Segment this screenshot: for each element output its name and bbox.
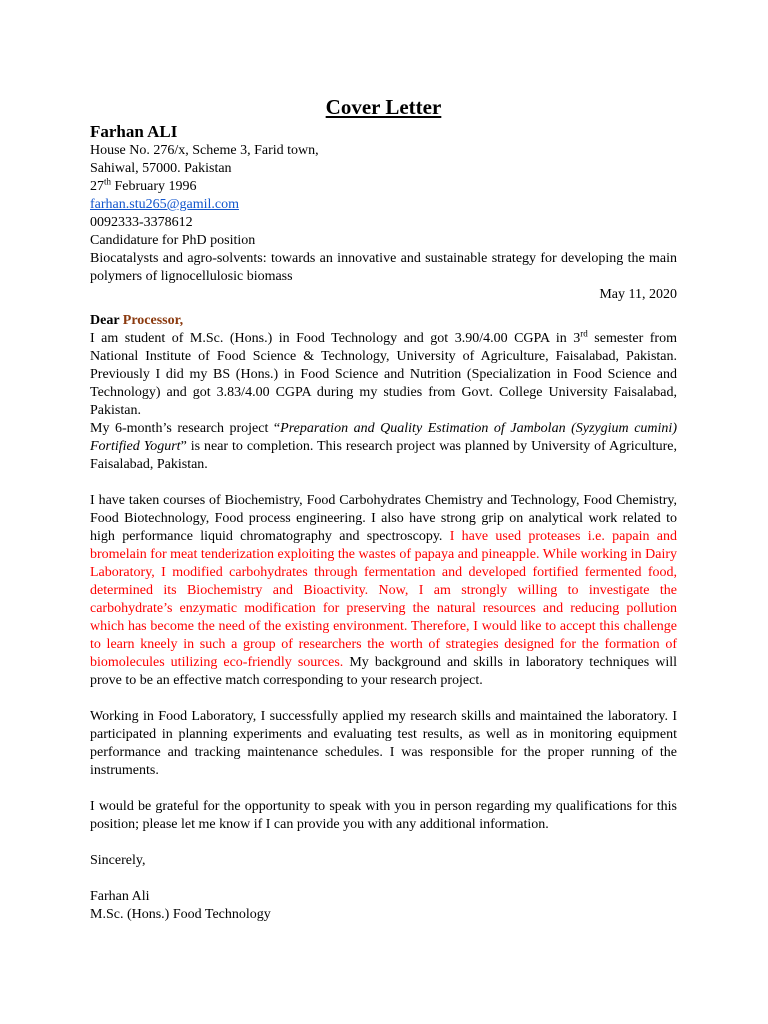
sender-name: Farhan ALI	[90, 122, 178, 141]
salutation-dear: Dear	[90, 313, 123, 328]
letter-date: May 11, 2020	[599, 287, 677, 302]
para1-part2: semester from National Institute of Food Science & Technology, University of Agriculture, Faisalabad, Pakistan. Previously I did my BS (Hons.) in Food Science and Nutrition (Specialization in Food Science and Technology) and got 3.83/4.00 CGPA during my studies from Govt. College University Faisalabad, Pakistan.	[90, 331, 677, 418]
para2-part2: ” is near to completion. This research project was planned by University of Agriculture, Faisalabad, Pakistan.	[90, 439, 678, 472]
para1-sup: rd	[580, 328, 588, 339]
para2-part1: My 6-month’s research project “	[90, 421, 281, 436]
signature-degree: M.Sc. (Hons.) Food Technology	[90, 907, 271, 922]
document-title: Cover Letter	[325, 95, 442, 119]
paragraph-laboratory: Working in Food Laboratory, I successfully applied my research skills and maintained the laboratory. I participated in planning experiments and evaluating test results, as well as in monitoring equipment performance and tracking maintenance schedules. I was responsible for the proper running of the instruments.	[90, 709, 677, 778]
salutation	[90, 312, 677, 330]
date-of-birth	[90, 178, 677, 196]
para3-black1: I have taken courses of Biochemistry, Food Carbohydrates Chemistry and Technology, Food Chemistry, Food Biotechnology, Food process engineering. I also have strong grip on analytical work related to high performance liquid chromatography and spectroscopy.	[90, 493, 677, 544]
address-line-1: House No. 276/x, Scheme 3, Farid town,	[90, 143, 319, 158]
phone-number: 0092333-3378612	[90, 215, 193, 230]
paragraph-closing-request: I would be grateful for the opportunity to speak with you in person regarding my qualifications for this position; please let me know if I can provide you with any additional information.	[90, 799, 677, 832]
project-name-italic: Preparation and Quality Estimation of Jambolan (Syzygium cumini) Fortified Yogurt	[90, 421, 677, 454]
closing-sincerely: Sincerely,	[90, 853, 146, 868]
paragraph-education	[90, 330, 677, 420]
email-link[interactable]: farhan.stu265@gamil.com	[90, 197, 239, 212]
para1-part1: I am student of M.Sc. (Hons.) in Food Technology and got 3.90/4.00 CGPA in 3	[90, 331, 581, 346]
candidature-line: Candidature for PhD position	[90, 233, 256, 248]
dob-day: 27	[90, 179, 104, 194]
signature-name: Farhan Ali	[90, 889, 150, 904]
paragraph-courses	[90, 492, 677, 690]
address-line-2: Sahiwal, 57000. Pakistan	[90, 161, 232, 176]
dob-suffix: th	[104, 176, 112, 187]
project-title: Biocatalysts and agro-solvents: towards an innovative and sustainable strategy for developing the main polymers of lignocellulosic biomass	[90, 251, 677, 284]
para3-red-highlight: I have used proteases i.e. papain and bromelain for meat tenderization exploiting the wastes of papaya and pineapple. While working in Dairy Laboratory, I modified carbohydrates through fermentation and developed fortified fermented food, determined its Biochemistry and Bioactivity. Now, I am strongly willing to investigate the carbohydrate’s enzymatic modification for preserving the natural resources and reducing pollution which has become the need of the existing environment. Therefore, I would like to accept this challenge to learn kneely in such a group of researchers the worth of strategies designed for the formation of biomolecules utilizing eco-friendly sources.	[90, 529, 677, 670]
paragraph-research-project	[90, 420, 677, 474]
salutation-role: Processor,	[122, 313, 184, 328]
dob-rest: February 1996	[111, 179, 197, 194]
letter-page	[90, 94, 677, 924]
para3-black2: My background and skills in laboratory techniques will prove to be an effective match corresponding to your research project.	[90, 655, 677, 688]
